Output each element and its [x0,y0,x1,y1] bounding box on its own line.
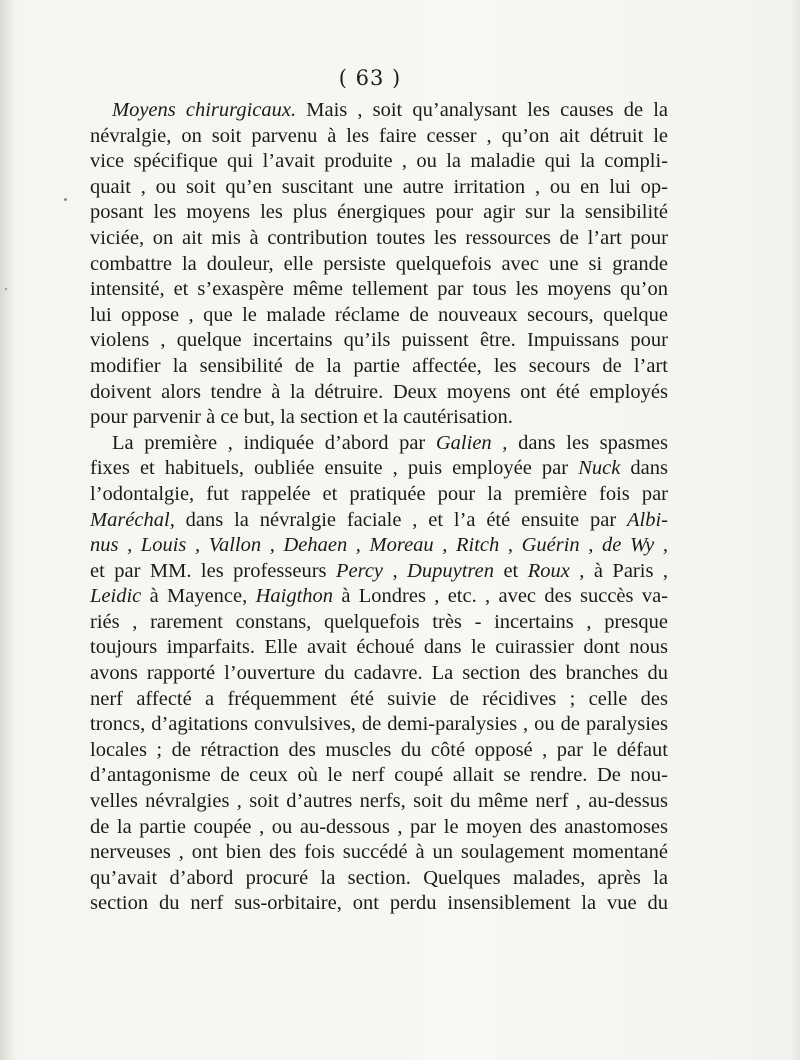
text-segment: La première , indiquée d’abord par [112,431,436,454]
text-segment: qu’avait d’abord procuré la section. Quelques malades, après la [90,866,668,889]
text-segment: névralgie, on soit parvenu à les faire cesser , qu’on ait détruit le [90,124,668,147]
text-line [90,277,668,303]
text-segment: à Mayence, [141,585,256,608]
italic-text-segment: Galien , [435,431,508,454]
ink-speck [64,198,67,201]
text-line [90,712,668,738]
italic-text-segment: Albi- [627,508,668,531]
text-segment: velles névralgies , soit d’autres nerfs, soit du même nerf , au-dessus [90,790,668,813]
text-segment: toujours imparfaits. Elle avait échoué dans le cuirassier dont nous [90,636,668,659]
text-line [90,508,668,534]
text-line [90,738,668,764]
italic-text-segment: Haigthon [255,585,334,608]
text-line [90,98,668,124]
text-segment: Mais , soit qu’analysant les causes de la [296,99,669,121]
text-line [90,866,668,892]
text-segment: pour parvenir à ce but, la section et la cautérisation. [90,406,513,429]
text-line [90,584,668,610]
text-segment: doivent alors tendre à la détruire. Deux moyens ont été employés [90,380,668,403]
text-segment: viciée, on ait mis à contribution toutes les ressources de l’art pour [90,226,668,249]
text-segment: combattre la douleur, elle persiste quelquefois avec une si grande [90,252,668,275]
text-segment: section du nerf sus-orbitaire, ont perdu insensiblement la vue du [90,892,668,915]
text-line [90,226,668,252]
text-segment: l’odontalgie, fut rappelée et pratiquée pour la première fois par [90,482,668,505]
text-segment: avons rapporté l’ouverture du cadavre. La section des branches du [90,662,668,685]
italic-text-segment: Leidic [90,585,142,608]
ink-speck [5,288,7,290]
text-segment: vice spécifique qui l’avait produite , ou la maladie qui la compli- [90,150,668,173]
text-segment: d’antagonisme de ceux où le nerf coupé allait se rendre. De nou- [90,764,668,787]
text-line [90,456,668,482]
text-segment: à Paris , [584,559,669,582]
italic-text-segment: Percy , Dupuytren [335,559,494,582]
text-segment: dans [620,457,668,480]
italic-text-segment: Roux , [527,559,585,582]
text-line [90,559,668,585]
text-line [90,789,668,815]
text-line [90,252,668,278]
text-line [90,687,668,713]
text-segment: locales ; de rétraction des muscles du côté opposé , par le défaut [90,738,668,761]
text-segment: nerf affecté a fréquemment été suivie de récidives ; celle des [90,687,668,710]
text-line [90,763,668,789]
text-line [90,380,668,406]
text-segment: dans la névralgie faciale , et l’a été ensuite par [174,508,627,531]
italic-text-segment: Maréchal, [90,508,175,531]
page-number: ( 63 ) [338,66,402,90]
text-line [90,328,668,354]
text-line [90,533,668,559]
text-line [90,124,668,150]
text-line [90,431,668,457]
text-line [90,405,668,431]
text-segment: à Londres , etc. , avec des succès va- [333,585,668,608]
body-text [90,98,668,917]
text-line [90,635,668,661]
text-segment: troncs, d’agitations convulsives, de demi-paralysies , ou de paralysies [90,713,668,736]
text-segment: violens , quelque incertains qu’ils puissent être. Impuissans pour [90,329,668,352]
page-left-edge-shadow [0,0,14,1060]
text-line [90,840,668,866]
text-segment: et [493,559,528,582]
text-segment: posant les moyens les plus énergiques pour agir sur la sensibilité [90,201,668,224]
text-segment: fixes et habituels, oubliée ensuite , puis employée par [90,457,579,480]
text-segment: de la partie coupée , ou au-dessous , par le moyen des anastomoses [90,815,668,838]
text-line [90,200,668,226]
text-line [90,175,668,201]
text-line [90,303,668,329]
text-segment: riés , rarement constans, quelquefois très - incertains , presque [90,610,668,633]
italic-text-segment: Nuck [578,457,621,480]
text-line [90,815,668,841]
text-segment: nerveuses , ont bien des fois succédé à un soulagement momentané [90,841,668,864]
text-segment: intensité, et s’exaspère même tellement par tous les moyens qu’on [90,278,668,301]
text-segment: et par MM. les professeurs [90,559,336,582]
text-segment: modifier la sensibilité de la partie affectée, les secours de l’art [90,354,668,377]
text-line [90,610,668,636]
text-segment: lui oppose , que le malade réclame de nouveaux secours, quelque [90,303,668,326]
text-line [90,661,668,687]
text-segment: dans les spasmes [507,431,668,454]
italic-text-segment: Moyens chirurgicaux. [112,99,297,121]
italic-text-segment: nus , Louis , Vallon , Dehaen , Moreau , Ritch , Guérin , de Wy , [90,534,668,557]
page-right-edge-shadow [790,0,800,1060]
text-line [90,891,668,917]
text-segment: quait , ou soit qu’en suscitant une autre irritation , ou en lui op- [90,175,668,198]
text-line [90,149,668,175]
text-line [90,482,668,508]
text-line [90,354,668,380]
